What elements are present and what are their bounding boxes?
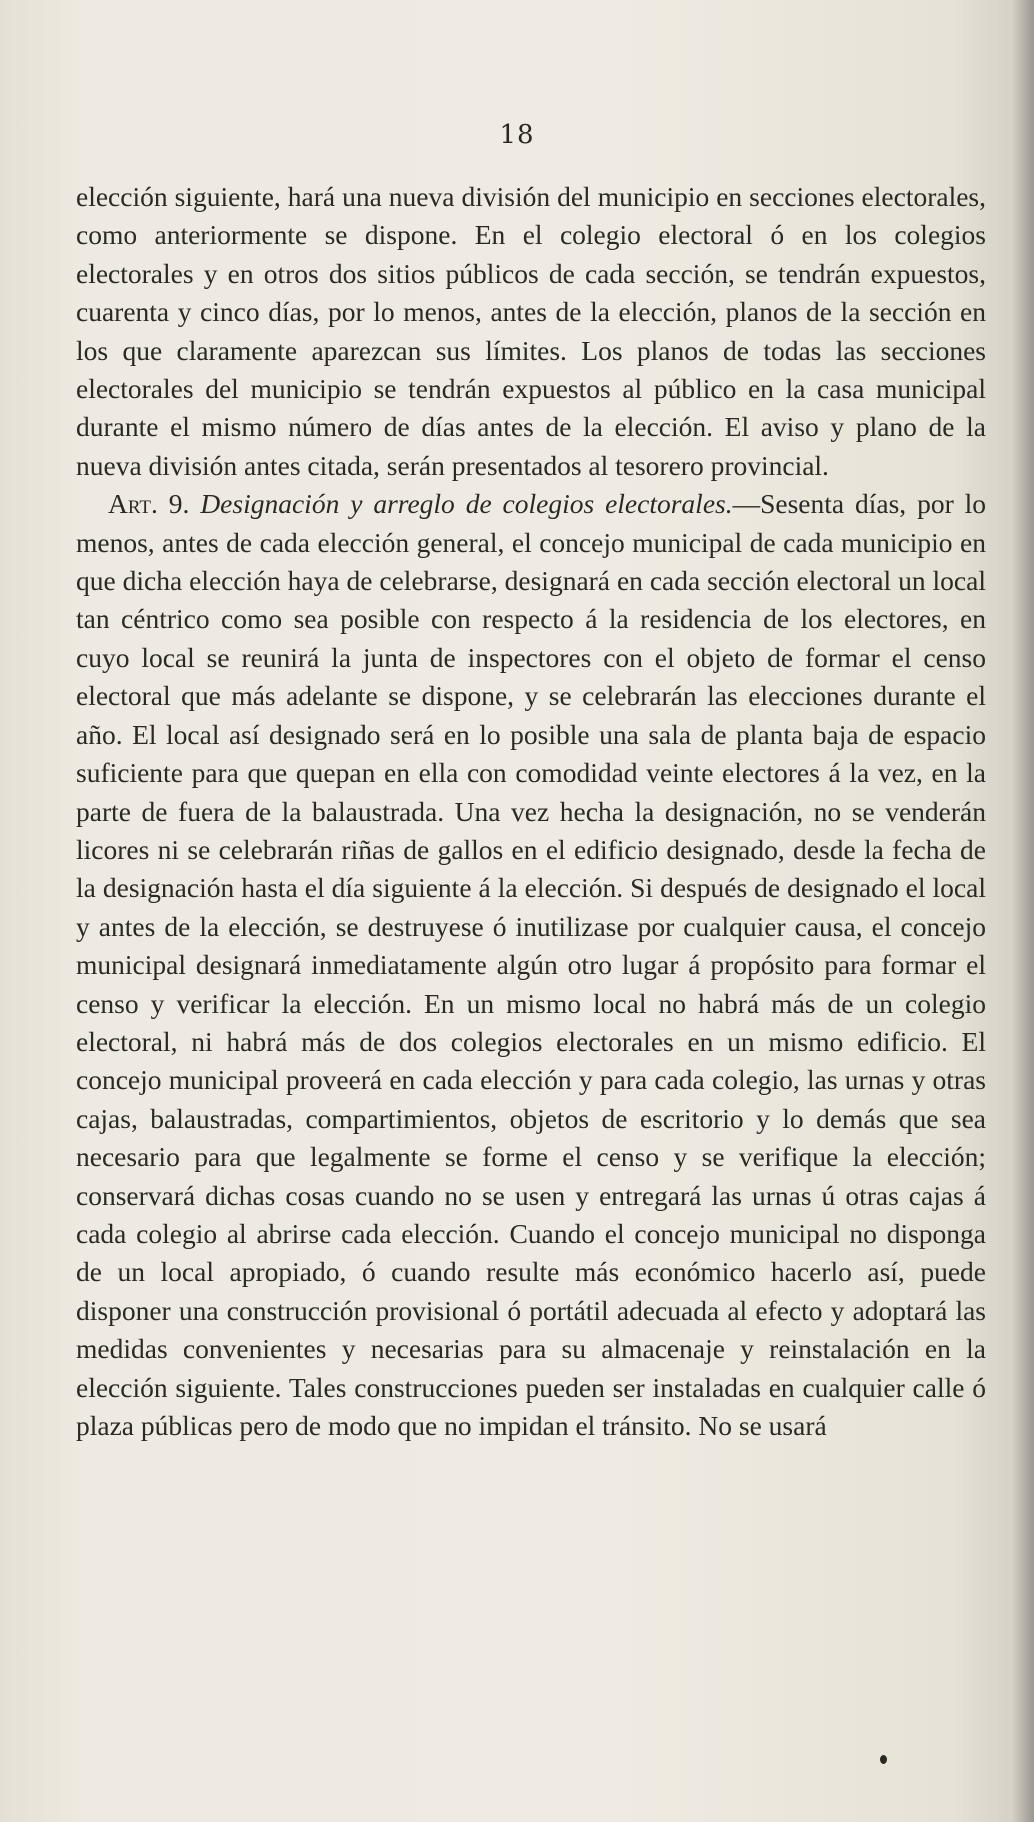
article-label: Art. 9.: [108, 488, 190, 520]
article-text: —Sesenta días, por lo menos, antes de cada elección general, el concejo municipal de cada municipio en que dicha elección haya de celebrarse, designará en cada sección electoral un local tan céntrico como sea posible con respecto á la residencia de los electores, en cuyo local se reunirá la junta de inspectores con el objeto de formar el censo electoral que más adelante se dispone, y se celebrarán las elecciones durante el año. El local así designado será en lo posible una sala de planta baja de espacio suficiente para que quepan en ella con comodidad veinte electores á la vez, en la parte de fuera de la balaustrada. Una vez hecha la designación, no se venderán licores ni se celebrarán riñas de gallos en el edificio designado, desde la fecha de la designación hasta el día siguiente á la elección. Si después de designado el local y antes de la elección, se destruyese ó inutilizase por cualquier causa, el concejo municipal designará inmediatamente algún otro lugar á propósito para formar el censo y verificar la elección. En un mismo local no habrá más de un colegio electoral, ni habrá más de dos colegios electorales en un mismo edificio. El concejo municipal proveerá en cada elección y para cada colegio, las urnas y otras cajas, balaustradas, compartimientos, objetos de escritorio y lo demás que sea necesario para que legalmente se forme el censo y se verifique la elección; conservará dichas cosas cuando no se usen y entregará las urnas ú otras cajas á cada colegio al abrirse cada elección. Cuando el concejo municipal no disponga de un local apropiado, ó cuando resulte más económico hacerlo así, puede disponer una construcción provisional ó portátil adecuada al efecto y adoptará las medidas convenientes y necesarias para su almacenaje y reinstalación en la elección siguiente. Tales construcciones pueden ser instaladas en cualquier calle ó plaza públicas pero de modo que no impidan el tránsito. No se usará: [76, 488, 987, 1441]
article-9-paragraph: [76, 485, 986, 1445]
article-heading: Designación y arreglo de colegios electorales.: [200, 488, 733, 520]
page-edge-shadow: [1012, 0, 1034, 1822]
ink-speck: [880, 1755, 887, 1764]
page-number: 18: [499, 120, 535, 150]
body-text: [76, 178, 986, 1445]
continuation-paragraph: elección siguiente, hará una nueva división del municipio en secciones electorales, como anteriormente se dispone. En el colegio electoral ó en los colegios electorales y en otros dos sitios públicos de cada sección, se tendrán expuestos, cuarenta y cinco días, por lo menos, antes de la elección, planos de la sección en los que claramente aparezcan sus límites. Los planos de todas las secciones electorales del municipio se tendrán expuestos al público en la casa municipal durante el mismo número de días antes de la elección. El aviso y plano de la nueva división antes citada, serán presentados al tesorero provincial.: [76, 181, 986, 481]
